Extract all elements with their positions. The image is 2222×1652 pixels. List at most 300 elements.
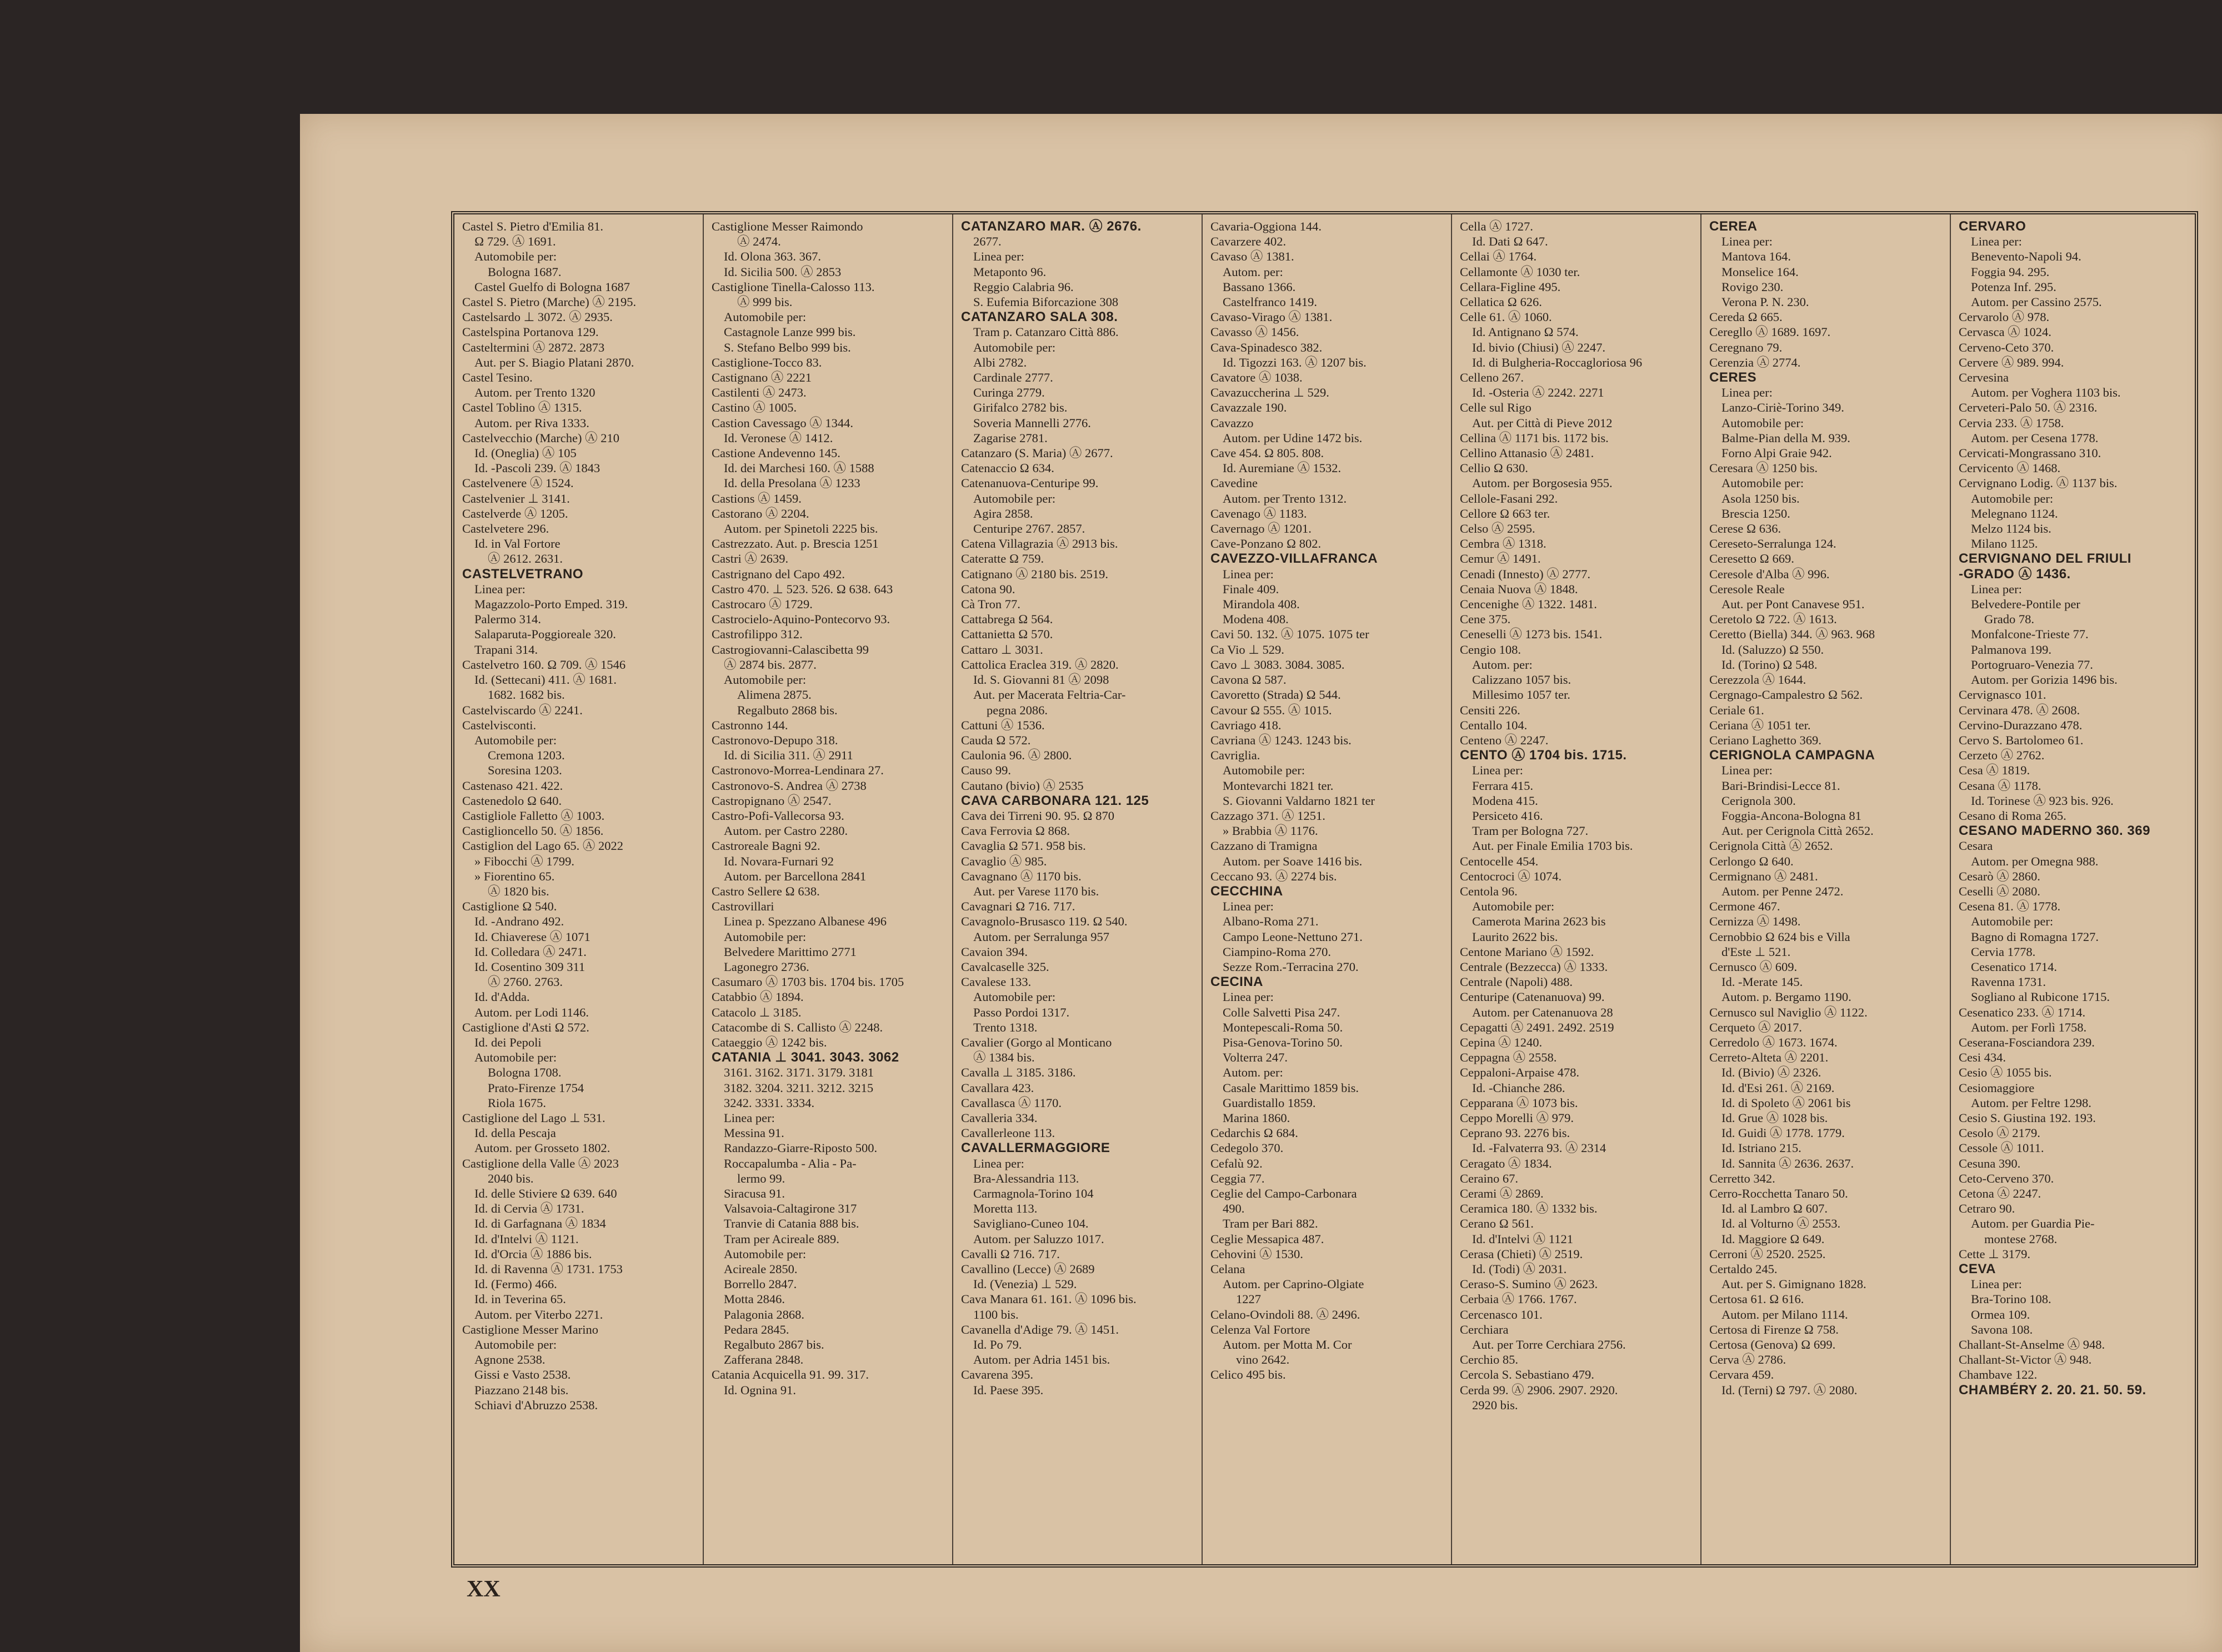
index-entry: Schiavi d'Abruzzo 2538. — [474, 1398, 598, 1412]
index-entry: 1682. 1682 bis. — [488, 688, 565, 702]
index-entry: Cenadi (Innesto) Ⓐ 2777. — [1460, 567, 1590, 581]
index-entry: Centuripe (Catenanuova) 99. — [1460, 990, 1605, 1004]
index-entry: Castelviscardo Ⓐ 2241. — [462, 703, 583, 717]
index-column-5 — [1452, 214, 1701, 1564]
index-entry: Ⓐ 2874 bis. 2877. — [724, 657, 817, 672]
index-entry: Id. -Chianche 286. — [1472, 1080, 1565, 1095]
index-entry: Catignano Ⓐ 2180 bis. 2519. — [961, 567, 1108, 581]
index-entry: Cavalli Ω 716. 717. — [961, 1246, 1060, 1261]
index-entry: Ⓐ 1384 bis. — [973, 1050, 1035, 1065]
index-entry: Autom. per Catenanuova 28 — [1472, 1005, 1613, 1019]
index-entry: Bologna 1708. — [488, 1065, 562, 1080]
index-entry: vino 2642. — [1236, 1353, 1290, 1367]
index-entry: Cellara-Figline 495. — [1460, 279, 1561, 294]
index-entry: Sogliano al Rubicone 1715. — [1971, 990, 2110, 1004]
index-entry: Cernusco sul Naviglio Ⓐ 1122. — [1709, 1005, 1868, 1019]
index-entry: Cervasca Ⓐ 1024. — [1959, 325, 2051, 339]
index-entry: Id. (Settecani) 411. Ⓐ 1681. — [474, 673, 617, 687]
index-entry: Automobile per: — [1223, 763, 1305, 778]
index-entry: Ciampino-Roma 270. — [1223, 944, 1331, 959]
index-entry: Cava dei Tirreni 90. 95. Ω 870 — [961, 808, 1115, 823]
index-entry: Cette ⊥ 3179. — [1959, 1246, 2030, 1261]
index-entry: Autom. per Trento 1312. — [1223, 491, 1347, 505]
index-entry: Cereseto-Serralunga 124. — [1709, 537, 1836, 551]
index-entry: Id. di Sicilia 311. Ⓐ 2911 — [724, 748, 853, 763]
index-entry: Automobile per: — [724, 1246, 807, 1261]
index-entry: Ceresole Reale — [1709, 582, 1785, 596]
index-entry: Portogruaro-Venezia 77. — [1971, 657, 2093, 672]
index-entry: Brescia 1250. — [1721, 506, 1790, 520]
index-entry: Certosa 61. Ω 616. — [1709, 1292, 1804, 1306]
index-entry: Castel Guelfo di Bologna 1687 — [474, 279, 630, 294]
index-entry: Castropignano Ⓐ 2547. — [712, 793, 832, 808]
index-entry: Savona 108. — [1971, 1322, 2033, 1336]
index-entry: Autom. per Cesena 1778. — [1971, 430, 2099, 445]
index-entry: Id. (Saluzzo) Ω 550. — [1721, 642, 1824, 657]
index-entry: Automobile per: — [474, 1338, 557, 1352]
index-entry: Id. -Merate 145. — [1721, 975, 1803, 989]
index-entry: Aut. per Varese 1170 bis. — [973, 884, 1099, 898]
index-entry: Cetraro 90. — [1959, 1202, 2015, 1216]
index-entry: Cesena 81. Ⓐ 1778. — [1959, 899, 2061, 914]
index-entry: Cesuna 390. — [1959, 1156, 2021, 1170]
index-entry: Id. d'Adda. — [474, 990, 530, 1004]
index-entry: Id. Paese 395. — [973, 1383, 1044, 1397]
index-entry: Cavalla ⊥ 3185. 3186. — [961, 1065, 1076, 1080]
index-column-7 — [1951, 214, 2200, 1564]
index-entry: Cavallasca Ⓐ 1170. — [961, 1095, 1062, 1110]
index-entry: 3182. 3204. 3211. 3212. 3215 — [724, 1080, 874, 1095]
index-entry: Ⓐ 2612. 2631. — [488, 552, 563, 566]
index-entry: Cavatore Ⓐ 1038. — [1210, 371, 1303, 385]
index-heading: CENTO Ⓐ 1704 bis. 1715. — [1460, 748, 1627, 763]
index-entry: Catenaccio Ω 634. — [961, 461, 1054, 475]
index-entry: Ceserana-Fosciandora 239. — [1959, 1035, 2095, 1049]
index-entry: Id. Cosentino 309 311 — [474, 959, 585, 974]
index-entry: Autom. per Spinetoli 2225 bis. — [724, 522, 878, 536]
index-entry: Cava-Spinadesco 382. — [1210, 340, 1323, 354]
index-entry: Cattolica Eraclea 319. Ⓐ 2820. — [961, 657, 1119, 672]
book-page — [300, 114, 2222, 1652]
index-entry: Id. Antignano Ω 574. — [1472, 325, 1579, 339]
index-entry: Cattuni Ⓐ 1536. — [961, 718, 1045, 732]
index-entry: Tram per Acireale 889. — [724, 1232, 839, 1246]
index-entry: Cave 454. Ω 805. 808. — [1210, 446, 1324, 460]
index-entry: Id. dei Pepoli — [474, 1035, 542, 1049]
index-entry: Id. bivio (Chiusi) Ⓐ 2247. — [1472, 340, 1605, 354]
index-entry: Linea per: — [1971, 582, 2022, 596]
index-entry: Castenaso 421. 422. — [462, 778, 563, 793]
index-entry: Castions Ⓐ 1459. — [712, 491, 802, 505]
index-heading: CERVARO — [1959, 219, 2026, 234]
index-entry: Tram p. Catanzaro Città 886. — [973, 325, 1119, 339]
index-entry: Cattanietta Ω 570. — [961, 627, 1053, 642]
index-entry: Palmanova 199. — [1971, 642, 2051, 657]
index-entry: Centrale (Napoli) 488. — [1460, 975, 1573, 989]
index-entry: Monselice 164. — [1721, 264, 1799, 279]
index-entry: S. Giovanni Valdarno 1821 ter — [1223, 793, 1375, 808]
index-entry: Cremona 1203. — [488, 748, 565, 763]
index-heading: CATANZARO MAR. Ⓐ 2676. — [961, 219, 1142, 234]
index-entry: montese 2768. — [1984, 1232, 2058, 1246]
index-entry: Autom. per Guardia Pie- — [1971, 1217, 2095, 1231]
index-entry: Bari-Brindisi-Lecce 81. — [1721, 778, 1840, 793]
index-entry: Catena Villagrazia Ⓐ 2913 bis. — [961, 537, 1118, 551]
index-entry: Castiglion del Lago 65. Ⓐ 2022 — [462, 839, 623, 853]
index-entry: Cefalù 92. — [1210, 1156, 1263, 1170]
index-entry: Riola 1675. — [488, 1095, 546, 1110]
index-entry: Automobile per: — [973, 340, 1056, 354]
index-entry: Castiglione Ω 540. — [462, 899, 557, 914]
index-entry: Celico 495 bis. — [1210, 1368, 1286, 1382]
index-entry: Cergnago-Campalestro Ω 562. — [1709, 688, 1863, 702]
index-entry: 3242. 3331. 3334. — [724, 1095, 815, 1110]
index-entry: Castel S. Pietro d'Emilia 81. — [462, 219, 604, 233]
index-entry: Autom. per Adria 1451 bis. — [973, 1353, 1110, 1367]
index-entry: Challant-St-Anselme Ⓐ 948. — [1959, 1338, 2105, 1352]
index-entry: Linea per: — [1971, 1277, 2022, 1291]
index-entry: Colle Salvetti Pisa 247. — [1223, 1005, 1340, 1019]
index-entry: Cerveno-Ceto 370. — [1959, 340, 2054, 354]
index-entry: Id. della Pescaja — [474, 1126, 556, 1140]
index-entry: Id. Dati Ω 647. — [1472, 234, 1548, 249]
index-entry: Censiti 226. — [1460, 703, 1520, 717]
index-entry: Ceriano Laghetto 369. — [1709, 733, 1821, 747]
index-entry: Cava Manara 61. 161. Ⓐ 1096 bis. — [961, 1292, 1137, 1306]
index-entry: Cellamonte Ⓐ 1030 ter. — [1460, 264, 1580, 279]
index-entry: Centola 96. — [1460, 884, 1518, 898]
index-entry: Id. d'Intelvi Ⓐ 1121. — [474, 1232, 579, 1246]
index-entry: Castrezzato. Aut. p. Brescia 1251 — [712, 537, 879, 551]
index-entry: Autom. per Saluzzo 1017. — [973, 1232, 1104, 1246]
index-entry: Autom. per Riva 1333. — [474, 415, 589, 430]
index-entry: Linea per: — [1971, 234, 2022, 249]
index-entry: Cautano (bivio) Ⓐ 2535 — [961, 778, 1084, 793]
index-entry: Id. Grue Ⓐ 1028 bis. — [1721, 1110, 1828, 1125]
index-entry: Cernobbio Ω 624 bis e Villa — [1709, 929, 1850, 944]
index-entry: Cella Ⓐ 1727. — [1460, 219, 1533, 233]
index-entry: Ceggia 77. — [1210, 1171, 1265, 1185]
index-column-1 — [454, 214, 704, 1564]
index-entry: Id. Maggiore Ω 649. — [1721, 1232, 1825, 1246]
index-entry: Cesi 434. — [1959, 1050, 2006, 1065]
index-entry: Cessole Ⓐ 1011. — [1959, 1141, 2044, 1155]
index-entry: Castrignano del Capo 492. — [712, 567, 845, 581]
index-entry: Cervignano Lodig. Ⓐ 1137 bis. — [1959, 476, 2118, 490]
index-entry: Cavazuccherina ⊥ 529. — [1210, 386, 1329, 400]
index-entry: 2920 bis. — [1472, 1398, 1518, 1412]
index-entry: Cazzano di Tramigna — [1210, 839, 1318, 853]
index-entry: Autom. per Caprino-Olgiate — [1223, 1277, 1364, 1291]
index-entry: Cellio Ω 630. — [1460, 461, 1528, 475]
index-entry: Id. (Oneglia) Ⓐ 105 — [474, 446, 577, 460]
index-entry: Cercola S. Sebastiano 479. — [1460, 1368, 1594, 1382]
index-entry: Cavona Ω 587. — [1210, 673, 1287, 687]
index-entry: Messina 91. — [724, 1126, 784, 1140]
index-entry: Alimena 2875. — [737, 688, 812, 702]
index-entry: Pisa-Genova-Torino 50. — [1223, 1035, 1343, 1049]
index-entry: Potenza Inf. 295. — [1971, 279, 2056, 294]
index-entry: Caulonia 96. Ⓐ 2800. — [961, 748, 1072, 763]
index-entry: Cerqueto Ⓐ 2017. — [1709, 1020, 1802, 1034]
index-entry: Cervia 233. Ⓐ 1758. — [1959, 415, 2064, 430]
index-entry: Cetona Ⓐ 2247. — [1959, 1187, 2041, 1200]
index-entry: Valsavoia-Caltagirone 317 — [724, 1202, 857, 1216]
index-entry: Autom. per Soave 1416 bis. — [1223, 854, 1363, 868]
index-entry: Savigliano-Cuneo 104. — [973, 1217, 1089, 1231]
index-entry: Cavalier (Gorgo al Monticano — [961, 1035, 1112, 1049]
index-entry: Autom. per: — [1223, 264, 1283, 279]
index-entry: Autom. per Udine 1472 bis. — [1223, 430, 1363, 445]
index-entry: Castelvecchio (Marche) Ⓐ 210 — [462, 430, 620, 445]
index-entry: 490. — [1223, 1202, 1245, 1216]
index-entry: Id. (Terni) Ω 797. Ⓐ 2080. — [1721, 1383, 1858, 1397]
index-entry: Castrocaro Ⓐ 1729. — [712, 597, 813, 612]
index-entry: Cesio Ⓐ 1055 bis. — [1959, 1065, 2052, 1080]
index-entry: Ceppagna Ⓐ 2558. — [1460, 1050, 1557, 1065]
index-entry: Cesano di Roma 265. — [1959, 808, 2066, 823]
index-entry: Id. Olona 363. 367. — [724, 249, 821, 264]
index-entry: Cenaia Nuova Ⓐ 1848. — [1460, 582, 1578, 596]
index-entry: Id. Novara-Furnari 92 — [724, 854, 834, 868]
index-entry: Forno Alpi Graie 942. — [1721, 446, 1832, 460]
index-entry: Id. della Presolana Ⓐ 1233 — [724, 476, 860, 490]
index-column-2 — [704, 214, 953, 1564]
index-entry: Castrogiovanni-Calascibetta 99 — [712, 642, 869, 657]
index-entry: Cerami Ⓐ 2869. — [1460, 1187, 1544, 1200]
index-entry: Id. d'Intelvi Ⓐ 1121 — [1472, 1232, 1573, 1246]
index-entry: Cervia 1778. — [1971, 944, 2036, 959]
index-entry: Cervo S. Bartolomeo 61. — [1959, 733, 2084, 747]
index-entry: Ⓐ 2760. 2763. — [488, 975, 563, 989]
index-entry: Castelverde Ⓐ 1205. — [462, 506, 568, 520]
index-entry: Cesara — [1959, 839, 1993, 853]
index-entry: Automobile per: — [474, 249, 557, 264]
index-entry: Cervesina — [1959, 371, 2009, 385]
index-entry: Cavaria-Oggiona 144. — [1210, 219, 1322, 233]
index-entry: Id. -Andrano 492. — [474, 914, 564, 929]
index-entry: Albano-Roma 271. — [1223, 914, 1319, 929]
index-entry: Cellai Ⓐ 1764. — [1460, 249, 1537, 264]
index-entry: Castiglione d'Asti Ω 572. — [462, 1020, 589, 1034]
index-entry: Castiglione Tinella-Calosso 113. — [712, 279, 875, 294]
index-entry: Autom. per Serralunga 957 — [973, 929, 1109, 944]
index-entry: Linea per: — [1721, 386, 1773, 400]
index-heading: CERES — [1709, 370, 1757, 386]
index-entry: Cerese Ω 636. — [1709, 522, 1781, 536]
index-entry: Centeno Ⓐ 2247. — [1460, 733, 1549, 747]
index-entry: Marina 1860. — [1223, 1110, 1290, 1125]
index-entry: » Fibocchi Ⓐ 1799. — [474, 854, 574, 868]
index-entry: Id. S. Giovanni 81 Ⓐ 2098 — [973, 673, 1109, 687]
index-heading: CATANIA ⊥ 3041. 3043. 3062 — [712, 1050, 899, 1065]
index-entry: Aut. per Torre Cerchiara 2756. — [1472, 1338, 1626, 1352]
index-entry: Pedara 2845. — [724, 1322, 789, 1336]
index-entry: Celleno 267. — [1460, 371, 1524, 385]
index-entry: Id. Veronese Ⓐ 1412. — [724, 430, 833, 445]
index-entry: Cavallerleone 113. — [961, 1126, 1055, 1140]
index-entry: Cava Ferrovia Ω 868. — [961, 824, 1070, 838]
index-entry: Roccapalumba - Alia - Pa- — [724, 1156, 857, 1170]
index-entry: Castorano Ⓐ 2204. — [712, 506, 809, 520]
index-entry: Grado 78. — [1984, 612, 2034, 627]
index-entry: Guardistallo 1859. — [1223, 1095, 1316, 1110]
index-entry: Automobile per: — [724, 929, 807, 944]
index-entry: Cervino-Durazzano 478. — [1959, 718, 2083, 732]
index-entry: Salaparuta-Poggioreale 320. — [474, 627, 616, 642]
index-entry: Castel Tesino. — [462, 371, 533, 385]
index-entry: Challant-St-Victor Ⓐ 948. — [1959, 1353, 2092, 1367]
index-entry: Ⓐ 1820 bis. — [488, 884, 549, 898]
index-entry: Autom. per Cassino 2575. — [1971, 295, 2102, 309]
index-entry: Castelfranco 1419. — [1223, 295, 1317, 309]
index-entry: Ceragato Ⓐ 1834. — [1460, 1156, 1552, 1170]
index-entry: Id. di Ravenna Ⓐ 1731. 1753 — [474, 1262, 623, 1276]
index-entry: Foggia-Ancona-Bologna 81 — [1721, 808, 1861, 823]
index-entry: Centone Mariano Ⓐ 1592. — [1460, 944, 1594, 959]
index-entry: Id. (Venezia) ⊥ 529. — [973, 1277, 1077, 1291]
index-entry: Volterra 247. — [1223, 1050, 1288, 1065]
index-entry: Cattaro ⊥ 3031. — [961, 642, 1043, 657]
index-entry: Cesio S. Giustina 192. 193. — [1959, 1110, 2096, 1125]
index-entry: Cembra Ⓐ 1318. — [1460, 537, 1547, 551]
index-entry: Moretta 113. — [973, 1202, 1038, 1216]
index-entry: Foggia 94. 295. — [1971, 264, 2050, 279]
index-entry: Castel S. Pietro (Marche) Ⓐ 2195. — [462, 295, 637, 309]
index-entry: Cesarò Ⓐ 2860. — [1959, 869, 2040, 883]
index-entry: Celano-Ovindoli 88. Ⓐ 2496. — [1210, 1307, 1360, 1321]
index-entry: Trento 1318. — [973, 1020, 1038, 1034]
index-entry: Castro Sellere Ω 638. — [712, 884, 820, 898]
index-entry: Verona P. N. 230. — [1721, 295, 1809, 309]
index-entry: Belvedere Marittimo 2771 — [724, 944, 857, 959]
index-heading: CEREA — [1709, 219, 1758, 234]
index-entry: 1227 — [1236, 1292, 1261, 1306]
index-entry: Zafferana 2848. — [724, 1353, 804, 1367]
index-entry: Lagonegro 2736. — [724, 959, 809, 974]
index-heading: CAVA CARBONARA 121. 125 — [961, 793, 1149, 808]
index-entry: Id. Chiaverese Ⓐ 1071 — [474, 929, 590, 944]
index-entry: Cavanella d'Adige 79. Ⓐ 1451. — [961, 1322, 1119, 1336]
index-entry: Id. di Bulgheria-Roccagloriosa 96 — [1472, 355, 1643, 369]
index-entry: Cataeggio Ⓐ 1242 bis. — [712, 1035, 827, 1049]
index-entry: Castronovo-S. Andrea Ⓐ 2738 — [712, 778, 867, 793]
index-entry: Cavazzale 190. — [1210, 401, 1287, 415]
index-entry: S. Eufemia Biforcazione 308 — [973, 295, 1119, 309]
index-entry: 3161. 3162. 3171. 3179. 3181 — [724, 1065, 874, 1080]
index-entry: Cavalleria 334. — [961, 1110, 1038, 1125]
index-entry: Cesa Ⓐ 1819. — [1959, 763, 2030, 778]
index-entry: Id. Sannita Ⓐ 2636. 2637. — [1721, 1156, 1854, 1170]
index-entry: Autom. per Trento 1320 — [474, 386, 595, 400]
index-entry: Albi 2782. — [973, 355, 1027, 369]
index-entry: Centallo 104. — [1460, 718, 1528, 732]
index-table — [451, 211, 2198, 1568]
index-entry: Celle 61. Ⓐ 1060. — [1460, 310, 1552, 324]
index-entry: Castrofilippo 312. — [712, 627, 803, 642]
index-entry: Asola 1250 bis. — [1721, 491, 1800, 505]
index-entry: Sezze Rom.-Terracina 270. — [1223, 959, 1359, 974]
index-entry: Ceccano 93. Ⓐ 2274 bis. — [1210, 869, 1337, 883]
index-entry: pegna 2086. — [987, 703, 1048, 717]
index-entry: Cavagnari Ω 716. 717. — [961, 899, 1075, 914]
index-entry: Id. dei Marchesi 160. Ⓐ 1588 — [724, 461, 874, 475]
index-entry: Centocroci Ⓐ 1074. — [1460, 869, 1562, 883]
index-heading: CERIGNOLA CAMPAGNA — [1709, 748, 1875, 763]
index-entry: Castenedolo Ω 640. — [462, 793, 562, 808]
index-entry: Linea per: — [973, 249, 1024, 264]
index-entry: Cavi 50. 132. Ⓐ 1075. 1075 ter — [1210, 627, 1369, 642]
index-entry: Cerbaia Ⓐ 1766. 1767. — [1460, 1292, 1577, 1306]
index-entry: Aut. per Finale Emilia 1703 bis. — [1472, 839, 1633, 853]
index-entry: Tranvie di Catania 888 bis. — [724, 1217, 859, 1231]
index-entry: Cavaglio Ⓐ 985. — [961, 854, 1047, 868]
index-entry: Cà Tron 77. — [961, 597, 1020, 612]
index-entry: Curinga 2779. — [973, 386, 1045, 400]
index-entry: Autom. per Viterbo 2271. — [474, 1307, 603, 1321]
index-entry: Id. (Torino) Ω 548. — [1721, 657, 1818, 672]
index-entry: Causo 99. — [961, 763, 1011, 778]
index-entry: Autom. per Gorizia 1496 bis. — [1971, 673, 2118, 687]
index-entry: Reggio Calabria 96. — [973, 279, 1074, 294]
index-entry: Aut. per Cerignola Città 2652. — [1721, 824, 1874, 838]
index-entry: Castronovo-Depupo 318. — [712, 733, 838, 747]
index-column-6 — [1701, 214, 1951, 1564]
index-entry: Ceresetto Ω 669. — [1709, 552, 1794, 566]
page-number: XX — [467, 1576, 501, 1602]
index-entry: Catenanuova-Centuripe 99. — [961, 476, 1099, 490]
index-entry: Linea per: — [973, 1156, 1024, 1170]
index-entry: Cavriana Ⓐ 1243. 1243 bis. — [1210, 733, 1352, 747]
index-entry: Castiglione Messer Raimondo — [712, 219, 863, 233]
index-entry: Cengio 108. — [1460, 642, 1521, 657]
index-entry: Automobile per: — [474, 1050, 557, 1065]
index-entry: Regalbuto 2867 bis. — [724, 1338, 824, 1352]
index-entry: Castelsardo ⊥ 3072. Ⓐ 2935. — [462, 310, 613, 324]
index-entry: Centrale (Bezzecca) Ⓐ 1333. — [1460, 959, 1608, 974]
index-entry: Cerva Ⓐ 2786. — [1709, 1353, 1786, 1367]
index-column-4 — [1203, 214, 1452, 1564]
index-entry: Cauda Ω 572. — [961, 733, 1031, 747]
index-entry: Cerignola 300. — [1721, 793, 1796, 808]
index-entry: S. Stefano Belbo 999 bis. — [724, 340, 851, 354]
index-entry: Cavaso-Virago Ⓐ 1381. — [1210, 310, 1333, 324]
index-entry: Cattabrega Ω 564. — [961, 612, 1053, 627]
index-entry: Automobile per: — [474, 733, 557, 747]
index-entry: Linea per: — [1223, 899, 1274, 914]
index-entry: Catania Acquicella 91. 99. 317. — [712, 1368, 869, 1382]
index-entry: Celenza Val Fortore — [1210, 1322, 1310, 1336]
index-entry: Castelvenier ⊥ 3141. — [462, 491, 570, 505]
index-entry: Girifalco 2782 bis. — [973, 401, 1068, 415]
index-entry: Id. d'Orcia Ⓐ 1886 bis. — [474, 1246, 592, 1261]
index-entry: Castiglione della Valle Ⓐ 2023 — [462, 1156, 619, 1170]
index-entry: Automobile per: — [973, 491, 1056, 505]
index-entry: Cervicati-Mongrassano 310. — [1959, 446, 2101, 460]
index-entry: Aut. per S. Biagio Platani 2870. — [474, 355, 634, 369]
index-entry: Acireale 2850. — [724, 1262, 798, 1276]
index-entry: Cerchio 85. — [1460, 1353, 1518, 1367]
index-entry: Id. di Garfagnana Ⓐ 1834 — [474, 1217, 606, 1231]
index-entry: Cerreto-Alteta Ⓐ 2201. — [1709, 1050, 1829, 1065]
index-entry: Cene 375. — [1460, 612, 1511, 627]
index-entry: Cateratte Ω 759. — [961, 552, 1044, 566]
index-entry: Cellole-Fasani 292. — [1460, 491, 1558, 505]
index-entry: Ceriana Ⓐ 1051 ter. — [1709, 718, 1811, 732]
index-entry: Ceraino 67. — [1460, 1171, 1518, 1185]
index-entry: Id. di Cervia Ⓐ 1731. — [474, 1202, 584, 1216]
index-entry: Cardinale 2777. — [973, 371, 1053, 385]
